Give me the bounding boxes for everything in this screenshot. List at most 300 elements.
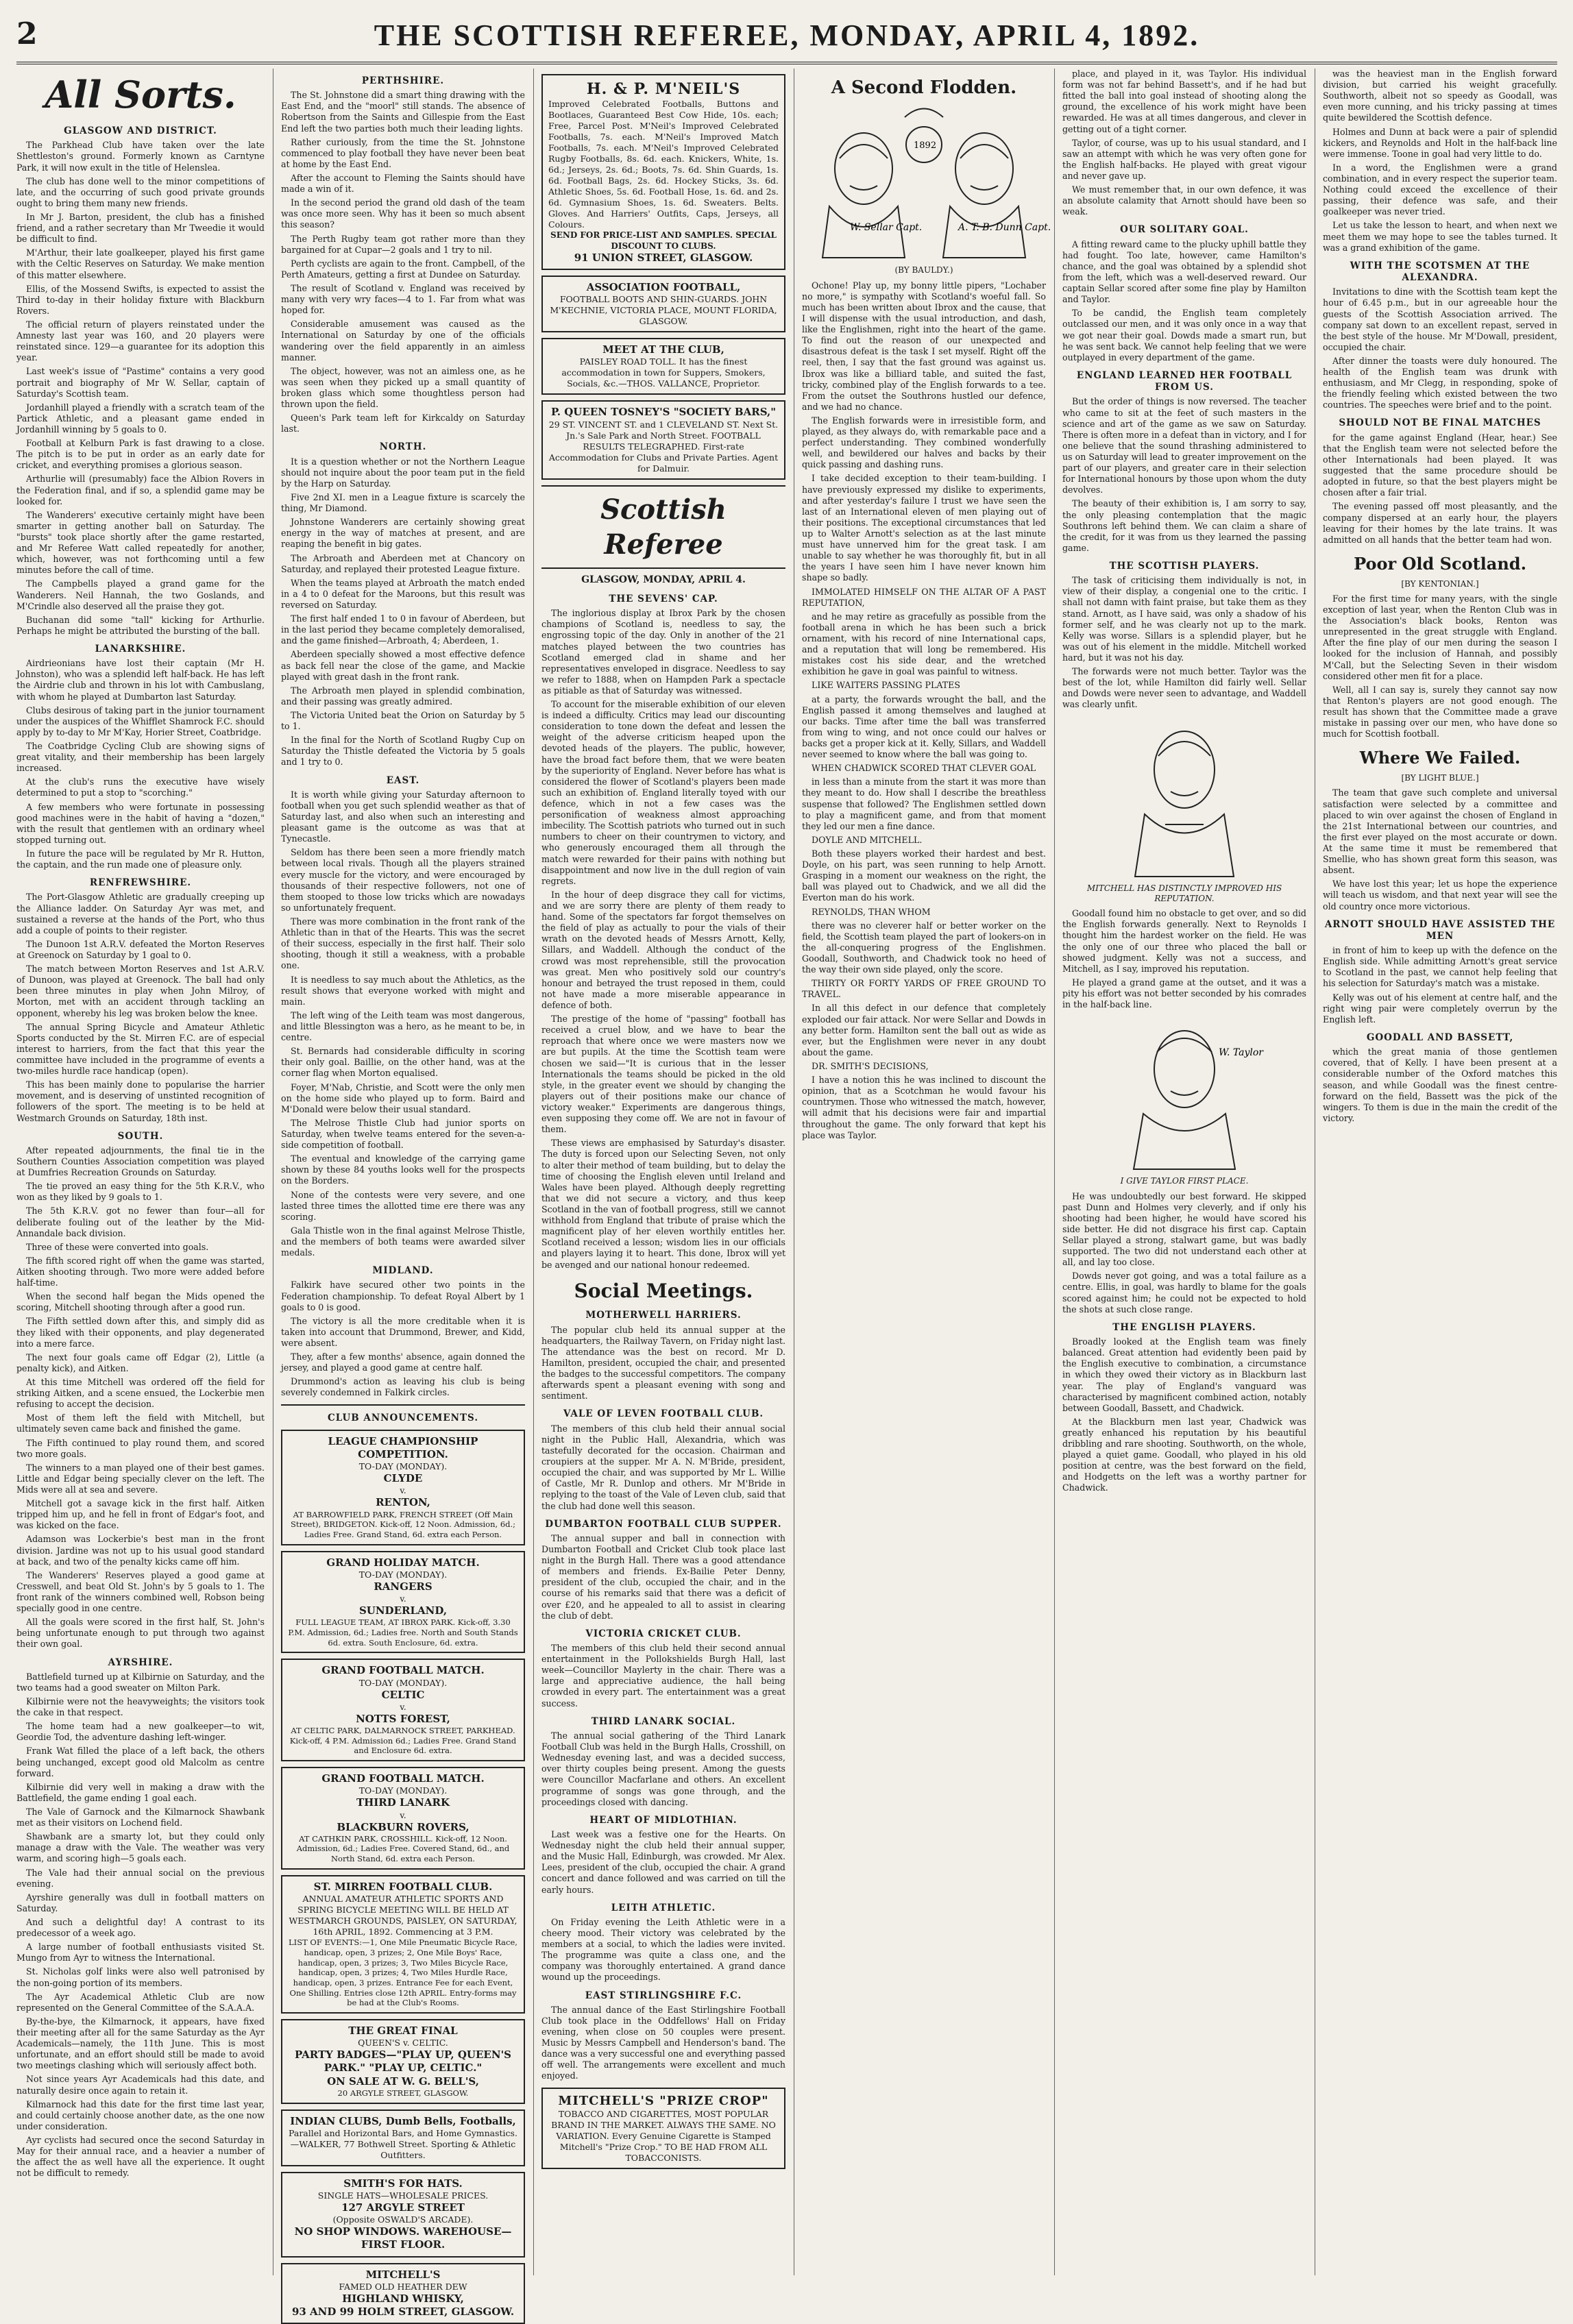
paragraph: Jordanhill played a friendly with a scratch team of the Partick Athletic, and a pleasant game ended in Jordanhill winning by 5 goals to 0. (16, 402, 265, 435)
paragraph: A fitting reward came to the plucky uphill battle they had fought. Too late, however, came Hamilton's chance, and the goal was obtained by a splendid shot from the left, which was a well-deserved reward. Our captain Sellar scored after some fine play by Hamilton and Taylor. (1062, 239, 1306, 306)
ad-title: MITCHELL'S "PRIZE CROP" (548, 2093, 779, 2109)
paragraph: Gala Thistle won in the final against Melrose Thistle, and the members of both teams were awarded silver medals. (281, 1225, 525, 1258)
section-heading: EAST. (281, 775, 525, 787)
section-heading: THE SEVENS' CAP. (541, 594, 785, 605)
paragraph: in less than a minute from the start it was more than they meant to do. How shall I describe the breathless suspense that followed? The Englishmen settled down to play a magnificent game, and from that moment they led our men a fine dance. (802, 776, 1046, 832)
column-2 (281, 69, 525, 2275)
article-title: Where We Failed. (1323, 748, 1557, 769)
paragraph: St. Nicholas golf links were also well patronised by the non-going portion of its members. (16, 1966, 265, 1988)
paragraph: I take decided exception to their team-building. I have previously expressed my dislike to experiments, and after yesterday's failure I trust we have seen the last of an International eleven of men playing out of their positions. The exceptional circumstances that led up to Walter Arnott's selection as at the last minute must have unnerved him for the great task. I am unable to say whether he was thoroughly fit, but in all the years I have seen him I have never known him shape so badly. (802, 473, 1046, 583)
ad-line: LIST OF EVENTS:—1, One Mile Pneumatic Bicycle Race, handicap, open, 3 prizes; 2, One Mile Boys' Race, handicap, open, 3 prizes; 3, Two Miles Bicycle Race, handicap, open, 3 prizes; 4, Two Miles Hurdle Race, handicap, open, 3 prizes. Entrance Fee for each Event, One Shilling. Entries close 12th APRIL. Entry-forms may be had at the Club's Rooms. (288, 1937, 518, 2008)
article-body (541, 1829, 785, 1896)
column-1 (16, 69, 265, 2275)
club-announcement-ad (281, 1430, 525, 1545)
paragraph: The evening passed off most pleasantly, and the company dispersed at an early hour, the players leaving for their homes by the late trains. It was admitted on all hands that the better team had won. (1323, 501, 1557, 545)
ad-line: PARTY BADGES—"PLAY UP, QUEEN'S PARK." "PLAY UP, CELTIC." (288, 2048, 518, 2075)
club-announcement-ad (281, 1659, 525, 1761)
article-body (541, 1533, 785, 1622)
ad-line: TO-DAY (MONDAY). (288, 1678, 518, 1689)
column-3 (541, 69, 785, 2275)
article-body (1062, 396, 1306, 554)
paragraph: A few members who were fortunate in possessing good machines were in the habit of having a "dozen," with the result that gentlemen with an ordinary wheel stopped turning out. (16, 802, 265, 846)
paragraph: Taylor, of course, was up to his usual standard, and I saw an attempt with which he was very often gone for the English half-backs. He played with great vigour and never gave up. (1062, 138, 1306, 182)
ad-line: v. (288, 1485, 518, 1496)
article-body (541, 1423, 785, 1512)
paragraph: Aberdeen specially showed a most effective defence as back fell near the close of the game, and Mackie played with great dash in the front rank. (281, 649, 525, 682)
paragraph: Well, all I can say is, surely they cannot say now that Renton's players are not good enough. The result has shown that the Committee made a grave mistake in passing over our men, who have done so much for Scottish football. (1323, 685, 1557, 740)
article-body (541, 608, 785, 1270)
paragraph: Broadly looked at the English team was finely balanced. Great attention had evidently been paid by the English executive to combination, a circumstance in which they owed their victory as in Blackburn last year. The play of England's vanguard was characterised by magnificent combined action, notably between Goodall, Bassett, and Chadwick. (1062, 1336, 1306, 1414)
article-body (281, 1280, 525, 1398)
newspaper-title: THE SCOTTISH REFEREE, MONDAY, APRIL 4, 1892. (16, 18, 1557, 53)
paragraph: Kilmarnock had this date for the first time last year, and could certainly choose another date, as the one now under consideration. (16, 2099, 265, 2132)
ad-line: CLYDE (288, 1472, 518, 1485)
paragraph: Goodall found him no obstacle to get over, and so did the English forwards generally. Next to Reynolds I thought him the hardest worker on the field. He was the only one of our three who placed the ball or showed judgment. Kelly was not a success, and Mitchell, as I say, improved his reputation. (1062, 908, 1306, 975)
section-heading: PERTHSHIRE. (281, 75, 525, 87)
paragraph: Ayr cyclists had secured once the second Saturday in May for their annual race, and a heavier a number of the affect the as well have all the experience. It ought not be difficult to remedy. (16, 2135, 265, 2179)
ad-body: Improved Celebrated Footballs, Buttons and Bootlaces, Guaranteed Best Cow Hide, 10s. each; Free, Parcel Post. M'Neil's Improved Celebrated Footballs, 7s. each. M'Neil's Improved Match Footballs, 7s. each. M'Neil's Improved Celebrated Rugby Footballs, 8s. 6d. each. Knickers, White, 1s. 6d.; Jerseys, 2s. 6d.; Boots, 7s. 6d. Shin Guards, 1s. 6d. Football Bags, 2s. 6d. Hockey Sticks, 3s. 6d. Athletic Shoes, 5s. 6d. Football Hose, 1s. 6d. and 2s. 6d. Gymnasium Shoes, 1s. 6d. Sweaters. Belts. Gloves. And Harriers' Outfits, Caps, Jerseys, all Colours. (548, 99, 779, 230)
ad-line: GRAND HOLIDAY MATCH. (288, 1556, 518, 1569)
paragraph: The club has done well to the minor competitions of late, and the occurring of such good private grounds ought to bring them many new friends. (16, 176, 265, 209)
article-body (1323, 286, 1557, 411)
ad-line: AT BARROWFIELD PARK, FRENCH STREET (Off Main Street), BRIDGETON. Kick-off, 12 Noon. Admission, 6d.; Ladies Free. Grand Stand, 6d. extra each Person. (288, 1510, 518, 1540)
ad-line: SINGLE HATS—WHOLESALE PRICES. (288, 2190, 518, 2201)
paragraph: The Fifth settled down after this, and simply did as they liked with their opponents, and play degenerated into a mere farce. (16, 1316, 265, 1349)
article-body (16, 658, 265, 870)
paragraph: The Perth Rugby team got rather more than they bargained for at Cupar—2 goals and 1 try to nil. (281, 234, 525, 256)
ad-mitchells-prize-crop (541, 2088, 785, 2169)
byline: (BY BAULDY.) (802, 265, 1046, 276)
ad-line: NOTTS FOREST, (288, 1713, 518, 1726)
paragraph: Five 2nd XI. men in a League fixture is scarcely the thing, Mr Diamond. (281, 492, 525, 514)
paragraph: But the order of things is now reversed. The teacher who came to sit at the feet of such masters in the science and art of the game as we saw on Saturday. There is often more in a defeat than in victory, and I for one believe that the sound thrashing administered to us on Saturday will lead to greater improvement on the part of our players, and greater care in their selection for International honours by those upon whom the duty devolves. (1062, 396, 1306, 496)
paragraph: Drummond's action as leaving his club is being severely condemned in Falkirk circles. (281, 1376, 525, 1398)
article-body (1323, 1047, 1557, 1124)
paragraph: Battlefield turned up at Kilbirnie on Saturday, and the two teams had a good sweater on Milton Park. (16, 1672, 265, 1693)
paragraph: DOYLE AND MITCHELL. (802, 835, 1046, 846)
paragraph: Last week was a festive one for the Hearts. On Wednesday night the club held their annual supper, and the Music Hall, Edinburgh, was crowded. Mr Alex. Lees, president of the club, occupied the chair. A grand concert and dance followed and was carried on till the early hours. (541, 1829, 785, 1896)
sketch-label: 1892 (914, 140, 936, 151)
paragraph: Both these players worked their hardest and best. Doyle, on his part, was seen running to help Arnott. Grasping in a moment our weakness on the right, the ball was played out to Chadwick, and we all did the Everton man do his work. (802, 848, 1046, 904)
paragraph: A large number of football enthusiasts visited St. Mungo from Ayr to witness the International. (16, 1942, 265, 1964)
section-heading: MIDLAND. (281, 1265, 525, 1277)
paragraph: To account for the miserable exhibition of our eleven is indeed a difficulty. Critics may lead our discounting consideration to tone down the defeat and lessen the weight of the adverse criticism heaped upon the devoted heads of the players. The public, however, have the broad fact before them, that we were beaten by the superiority of England. Never before has what is considered the flower of Scotland's players been made such an exhibition of. England literally toyed with our defence, which in not a few cases was the personification of weakness almost approaching imbecility. The Scottish patriots who turned out in such numbers to cheer on their countrymen to victory, and who generously encouraged them all through the match were rewarded for their pains with nothing but disappointment and now live in the dull region of vain regrets. (541, 699, 785, 887)
byline: [BY KENTONIAN.] (1323, 579, 1557, 589)
paragraph: The Vale had their annual social on the previous evening. (16, 1868, 265, 1889)
dateline: GLASGOW, MONDAY, APRIL 4. (541, 574, 785, 587)
masthead (16, 12, 1557, 64)
paragraph: Rather curiously, from the time the St. Johnstone commenced to play football they have never been beat at home by the East End. (281, 137, 525, 170)
ad-line: FULL LEAGUE TEAM, AT IBROX PARK. Kick-off, 3.30 P.M. Admission, 6d.; Ladies free. North and South Stands 6d. extra. South Enclosure, 6d. extra. (288, 1617, 518, 1648)
section-heading: MOTHERWELL HARRIERS. (541, 1310, 785, 1321)
paragraph: there was no cleverer half or better worker on the field, the Scottish team played the part of lookers-on in the all-conquering progress of the Englishmen. Goodall, Southworth, and Chadwick took no heed of the way their own side played, only the score. (802, 920, 1046, 976)
image-caption: MITCHELL HAS DISTINCTLY IMPROVED HIS REPUTATION. (1062, 883, 1306, 905)
image-caption: I GIVE TAYLOR FIRST PLACE. (1062, 1176, 1306, 1186)
paragraph: Considerable amusement was caused as the International on Saturday by one of the officials wandering over the field apparently in an aimless manner. (281, 319, 525, 363)
section-heading: RENFREWSHIRE. (16, 877, 265, 889)
divider (281, 1404, 525, 1406)
ad-title: ASSOCIATION FOOTBALL, (548, 281, 779, 294)
ad-line: TO-DAY (MONDAY). (288, 1461, 518, 1472)
paragraph: The prestige of the home of "passing" football has received a cruel blow, and we have to bear the reproach that where once we were masters now we are but pupils. At the time the Scottish team were chosen we said—"It is curious that in the lesser Internationals the teams should be picked in the old style, in the greater event we should by changing the players out of their positions make our chance of victory weaker." Experiments are dangerous things, even supposing they come off. We are not in favour of them. (541, 1014, 785, 1135)
paragraph: The Melrose Thistle Club had junior sports on Saturday, when twelve teams entered for the seven-a-side competition of football. (281, 1118, 525, 1151)
paragraph: For the first time for many years, with the single exception of last year, when the Renton Club was in the Association's black books, Renton was unrepresented in the great struggle with England. After the fine play of our men during the season I looked for the inclusion of Hannah, and possibly M'Call, but the Selecting Seven in their wisdom considered other men fit for a place. (1323, 594, 1557, 682)
article-body (1323, 432, 1557, 546)
paragraph: When the teams played at Arbroath the match ended in a 4 to 0 defeat for the Maroons, but this result was reversed on Saturday. (281, 578, 525, 611)
paragraph: was the heaviest man in the English forward division, but carried his weight gracefully. Southworth, albeit not so speedy as Goodall, was even more cunning, and his tricky passing at times quite bewildered the Scottish defence. (1323, 69, 1557, 124)
paragraph: The left wing of the Leith team was most dangerous, and little Blessington was a hero, as he meant to be, in centre. (281, 1010, 525, 1043)
ad-line: CELTIC (288, 1689, 518, 1702)
paragraph: The members of this club held their annual social night in the Public Hall, Alexandria, which was tastefully decorated for the occasion. Chairman and croupiers at the supper. Mr A. N. M'Bride, president, occupied the chair, and was supported by Mr L. Willie of Castle, Mr R. Dunlop and others. Mr M'Bride in replying to the toast of the Vale of Leven club, said that the club had done well this season. (541, 1423, 785, 1512)
page-number: 2 (16, 16, 38, 51)
section-heading: HEART OF MIDLOTHIAN. (541, 1815, 785, 1826)
paragraph: Invitations to dine with the Scottish team kept the hour of 6.45 p.m., but in our agreeable hour the guests of the Scottish Association arrived. The company sat down to an excellent repast, served in the best style of the house. Mr M'Dowall, president, occupied the chair. (1323, 286, 1557, 353)
ad-line: RENTON, (288, 1496, 518, 1509)
all-sorts-heading: All Sorts. (16, 71, 265, 119)
paragraph: Not since years Ayr Academicals had this date, and naturally desire once again to retain it. (16, 2074, 265, 2096)
club-announcement-ad (281, 1551, 525, 1654)
paragraph: The Parkhead Club have taken over the late Shettleston's ground. Formerly known as Carntyne Park, it will now exult in the title of Helenslea. (16, 140, 265, 173)
article-body (16, 140, 265, 637)
paragraph: Three of these were converted into goals. (16, 1242, 265, 1253)
mitchell-portrait (1062, 715, 1306, 879)
paragraph: Football at Kelburn Park is fast drawing to a close. The pitch is to be put in order as an early date for cricket, and everything promises a glorious season. (16, 438, 265, 471)
paragraph: The match between Morton Reserves and 1st A.R.V. of Dunoon, was played at Greenock. The ball had only been three minutes in play when John Milroy, of Morton, met with an accident through tackling an opponent, whereby his leg was broken below the knee. (16, 964, 265, 1019)
section-heading: ARNOTT SHOULD HAVE ASSISTED THE MEN (1323, 919, 1557, 943)
paragraph: The team that gave such complete and universal satisfaction were selected by a committee and placed to win over against the chosen of England in the 21st International between our countries, and the first ever played on the most accurate or down. At the same time it must be remembered that Smellie, who has shown great form this season, was absent. (1323, 787, 1557, 876)
article-body (1323, 69, 1557, 254)
ad-title: P. QUEEN TOSNEY'S "SOCIETY BARS," (548, 406, 779, 419)
paragraph: The result of Scotland v. England was received by many with very wry faces—4 to 1. Far from what was hoped for. (281, 283, 525, 316)
section-heading: THE ENGLISH PLAYERS. (1062, 1322, 1306, 1334)
ad-line: ANNUAL AMATEUR ATHLETIC SPORTS AND SPRING BICYCLE MEETING WILL BE HELD AT WESTMARCH GROUNDS, PAISLEY, ON SATURDAY, 16th APRIL, 1892. Commencing at 3 P.M. (288, 1894, 518, 1937)
ad-meet-at-the-club (541, 338, 785, 395)
section-heading: VALE OF LEVEN FOOTBALL CLUB. (541, 1408, 785, 1420)
paragraph: Holmes and Dunn at back were a pair of splendid kickers, and Reynolds and Holt in the half-back line were immense. Toone in goal had very little to do. (1323, 127, 1557, 160)
paragraph: This has been mainly done to popularise the harrier movement, and is deserving of unstinted recognition of followers of the sport. The meeting is to be held at Westmarch Grounds on Saturday, 18th inst. (16, 1079, 265, 1123)
paragraph: The winners to a man played one of their best games. Little and Edgar being specially clever on the left. The Mids were all at sea and severe. (16, 1463, 265, 1495)
paragraph: Adamson was Lockerbie's best man in the front division. Jardine was not up to his usual good standard at back, and two of the penalty kicks came off him. (16, 1534, 265, 1567)
section-heading: WITH THE SCOTSMEN AT THE ALEXANDRA. (1323, 260, 1557, 284)
paragraph: Shawbank are a smarty lot, but they could only manage a draw with the Vale. The weather was very warm, and scoring high—5 goals each. (16, 1831, 265, 1864)
ad-line: v. (288, 1593, 518, 1604)
ad-body: TOBACCO AND CIGARETTES, MOST POPULAR BRAND IN THE MARKET. ALWAYS THE SAME. NO VARIATION. Every Genuine Cigarette is Stamped Mitchell's "Prize Crop." TO BE HAD FROM ALL TOBACCONISTS. (548, 2109, 779, 2164)
paragraph: Johnstone Wanderers are certainly showing great energy in the way of matches at present, and are reaping the benefit in big gates. (281, 517, 525, 550)
club-announcement-ad (281, 2019, 525, 2103)
paragraph: The popular club held its annual supper at the headquarters, the Railway Tavern, on Friday night last. The attendance was the best on record. Mr D. Hamilton, president, occupied the chair, and presented the badges to the successful competitors. The company afterwards spent a pleasant evening with song and sentiment. (541, 1325, 785, 1402)
paragraph: The Campbells played a grand game for the Wanderers. Neil Hannah, the two Goslands, and M'Crindle also deserved all the praise they got. (16, 578, 265, 611)
paragraph: The fifth scored right off when the game was started, Aitken shooting through. Two more were added before half-time. (16, 1256, 265, 1288)
article-body (16, 892, 265, 1123)
paragraph: I have a notion this he was inclined to discount the opinion, that as a Scotchman he would favour his countrymen. Those who witnessed the match, however, will admit that his decisions were fair and impartial throughout the game. The only forward that kept his place was Taylor. (802, 1075, 1046, 1141)
paragraph: The Vale of Garnock and the Kilmarnock Shawbank met as their visitors on Lochend field. (16, 1807, 265, 1828)
paragraph: The annual Spring Bicycle and Amateur Athletic Sports conducted by the St. Mirren F.C. are of especial interest to harriers, from the fact that this year the committee have included in the programme of events a two-miles hurdle race handicap (open). (16, 1022, 265, 1077)
paragraph: None of the contests were very severe, and one lasted three times the allotted time ere there was any scoring. (281, 1190, 525, 1223)
paragraph: Ochone! Play up, my bonny little pipers, "Lochaber no more," is sympathy with Scotland's woeful fall. So much has been written about Ibrox and the cause, that I will dispense with the usual introduction, and dash, like the Englishmen, right into the heart of the game. To find out the reason of our unexpected and disastrous defeat is the task I set myself. Right off the reel, then, I say that the fast ground was against us. Ibrox was like a billiard table, and suited the fast, tricky, combined play of the English forwards to a tee. From the outset the Southrons hustled our defence, and we had no chance. (802, 280, 1046, 413)
taylor-sketch (1062, 1014, 1306, 1172)
paragraph: It is a question whether or not the Northern League should not inquire about the poor team put in the field by the Harp on Saturday. (281, 456, 525, 489)
paragraph: All the goals were scored in the first half, St. John's being unfortunate enough to put through two against their own goal. (16, 1617, 265, 1650)
article-title: Poor Old Scotland. (1323, 554, 1557, 575)
section-heading: AYRSHIRE. (16, 1657, 265, 1669)
paragraph: The object, however, was not an aimless one, as he was seen when they picked up a small quantity of broken glass which some thoughtless person had thrown upon the field. (281, 366, 525, 410)
ad-line: INDIAN CLUBS, Dumb Bells, Footballs, (288, 2115, 518, 2128)
article-body (1062, 239, 1306, 363)
ad-line: Parallel and Horizontal Bars, and Home Gymnastics.—WALKER, 77 Bothwell Street. Sporting & Athletic Outfitters. (288, 2128, 518, 2161)
ad-association-football (541, 276, 785, 332)
ad-line: TO-DAY (MONDAY). (288, 1785, 518, 1796)
ad-line: (Opposite OSWALD'S ARCADE). (288, 2214, 518, 2225)
paragraph: Arthurlie will (presumably) face the Albion Rovers in the Federation final, and if so, a splendid game may be looked for. (16, 474, 265, 506)
club-announcements-heading: CLUB ANNOUNCEMENTS. (281, 1412, 525, 1424)
club-announcement-ad (281, 2172, 525, 2258)
article-body (16, 1672, 265, 2179)
paragraph: In all this defect in our defence that completely exploded our fair attack. Nor were Sellar and Dowds in any better form. Hamilton sent the ball out as wide as ever, but the Englishmen were never in any doubt about the game. (802, 1003, 1046, 1058)
paragraph: It is needless to say much about the Athletics, as the result shows that everyone worked with might and main. (281, 975, 525, 1007)
byline: [BY LIGHT BLUE.] (1323, 773, 1557, 783)
paragraph: THIRTY OR FORTY YARDS OF FREE GROUND TO TRAVEL. (802, 978, 1046, 1000)
paragraph: in front of him to keep up with the defence on the English side. While admitting Arnott's great service to Scotland in the past, we cannot help feeling that his selection for Saturday's match was a mistake. (1323, 945, 1557, 989)
article-body (1062, 1191, 1306, 1315)
paragraph: After the account to Fleming the Saints should have made a win of it. (281, 173, 525, 195)
club-ads (281, 1430, 525, 2324)
paragraph: The beauty of their exhibition is, I am sorry to say, the only pleasing contemplation that the magic Southrons left behind them. We can claim a share of the credit, for it was from us they learned the passing game. (1062, 498, 1306, 554)
ad-line: LEAGUE CHAMPIONSHIP COMPETITION. (288, 1435, 518, 1461)
paragraph: place, and played in it, was Taylor. His individual form was not far behind Bassett's, and if he had but fitted the ball into goal instead of shooting along the ground, the excellence of his work might have been rewarded. He was at all times dangerous, and clever in getting out of a tight corner. (1062, 69, 1306, 135)
paragraph: At the club's runs the executive have wisely determined to put a stop to "scorching." (16, 776, 265, 798)
ad-line: NO SHOP WINDOWS. WAREHOUSE—FIRST FLOOR. (288, 2225, 518, 2251)
ad-line: TO-DAY (MONDAY). (288, 1569, 518, 1580)
paragraph: and he may retire as gracefully as possible from the football arena in which he has been such a brick ornament, with his record of nine International caps, and a reputation that will long be remembered. His mistakes cost his side dear, and the wretched exhibition he gave in goal was painful to witness. (802, 611, 1046, 678)
section-heading: LANARKSHIRE. (16, 644, 265, 655)
paragraph: Falkirk have secured other two points in the Federation championship. To defeat Royal Albert by 1 goals to 0 is good. (281, 1280, 525, 1312)
ad-line: THIRD LANARK (288, 1796, 518, 1809)
paragraph: Kelly was out of his element at centre half, and the right wing pair were completely overrun by the English left. (1323, 992, 1557, 1025)
ad-line: ST. MIRREN FOOTBALL CLUB. (288, 1881, 518, 1894)
sketch-label: W. Taylor (1219, 1047, 1264, 1058)
ad-line: AT CELTIC PARK, DALMARNOCK STREET, PARKHEAD. Kick-off, 4 P.M. Admission 6d.; Ladies Free. Grand Stand and Enclosure 6d. extra. (288, 1726, 518, 1756)
ad-line: GRAND FOOTBALL MATCH. (288, 1772, 518, 1785)
paragraph: Mitchell got a savage kick in the first half. Aitken tripped him up, and he fell in front of Edgar's foot, and was kicked on the face. (16, 1498, 265, 1531)
paragraph: The Dunoon 1st A.R.V. defeated the Morton Reserves at Greenock on Saturday by 1 goal to 0. (16, 939, 265, 961)
paragraph: Buchanan did some "tall" kicking for Arthurlie. Perhaps he might be attributed the bursting of the ball. (16, 615, 265, 637)
paragraph: In a word, the Englishmen were a grand combination, and in every respect the superior team. Nothing could exceed the excellence of their passing, their defence was safe, and their goalkeeper was never tried. (1323, 162, 1557, 218)
paragraph: WHEN CHADWICK SCORED THAT CLEVER GOAL (802, 763, 1046, 774)
paragraph: St. Bernards had considerable difficulty in scoring their only goal. Baillie, on the other hand, was at the corner flag when Morton equalised. (281, 1046, 525, 1079)
ad-line: GRAND FOOTBALL MATCH. (288, 1664, 518, 1677)
paragraph: at a party, the forwards wrought the ball, and the English passed it among themselves and laughed at our backs. Time after time the ball was transferred from wing to wing, and not once could our halves or backs get a proper kick at it. Kelly, Sillars, and Waddell never seemed to know where the ball was going to. (802, 694, 1046, 761)
paragraph: The Arbroath men played in splendid combination, and their passing was greatly admired. (281, 685, 525, 707)
club-announcement-ad (281, 2263, 525, 2324)
paragraph: The annual supper and ball in connection with Dumbarton Football and Cricket Club took place last night in the Burgh Hall. There was a good attendance of members and friends. Ex-Bailie Peter Denny, president of the club, occupied the chair, and in the course of his remarks said that there was a deficit of over £20, and he appealed to all to assist in clearing the club of debt. (541, 1533, 785, 1622)
club-announcement-ad (281, 1767, 525, 1870)
paragraph: Most of them left the field with Mitchell, but ultimately seven came back and finished the game. (16, 1412, 265, 1434)
paragraph: The first half ended 1 to 0 in favour of Aberdeen, but in the last period they became completely demoralised, and the game finished—Arbroath, 4; Aberdeen, 1. (281, 613, 525, 646)
paragraph: When the second half began the Mids opened the scoring, Mitchell shooting through after a good run. (16, 1291, 265, 1313)
ad-body: FOOTBALL BOOTS AND SHIN-GUARDS. JOHN M'KECHNIE, VICTORIA PLACE, MOUNT FLORIDA, GLASGOW. (548, 294, 779, 327)
paragraph: The eventual and knowledge of the carrying game shown by these 84 youths looks well for the prospects on the Borders. (281, 1153, 525, 1186)
paragraph: The 5th K.R.V. got no fewer than four—all for deliberate fouling out of the leather by the Mid-Annandale back division. (16, 1206, 265, 1238)
paragraph: At the Blackburn men last year, Chadwick was greatly enhanced his reputation by his beautiful dribbling and rare shooting. Southworth, on the whole, played a quiet game. Goodall, who played in his old position at centre, was the best forward on the field, and Hodgetts on the left was a worthy partner for Chadwick. (1062, 1417, 1306, 1494)
ad-line: MITCHELL'S (288, 2268, 518, 2282)
article-body (541, 1730, 785, 1808)
paragraph: The Wanderers' executive certainly might have been smarter in getting another ball on Saturday. The "bursts" took place shortly after the game restarted, and Mr Referee Watt called repeatedly for another, which, however, was not forthcoming until a few minutes before the call of time. (16, 510, 265, 576)
paragraph: The Wanderers' Reserves played a good game at Cresswell, and beat Old St. John's by 5 goals to 1. The front rank of the winners combined well, Robson being specially good in one centre. (16, 1570, 265, 1614)
ad-line: FAMED OLD HEATHER DEW (288, 2282, 518, 2292)
paragraph: The tie proved an easy thing for the 5th K.R.V., who won as they liked by 9 goals to 1. (16, 1181, 265, 1203)
article-body (802, 280, 1046, 1141)
ad-line: RANGERS (288, 1580, 518, 1593)
article-body (1323, 787, 1557, 912)
paragraph: The inglorious display at Ibrox Park by the chosen champions of Scotland is, needless to say, the engrossing topic of the day. Only in another of the 21 matches played between the two countries has Scotland emerged clad in shame and her representatives enveloped in disgrace. Needless to say we refer to 1888, when on Hampden Park a spectacle as pitiable as that of Saturday was witnessed. (541, 608, 785, 696)
article-body (541, 1643, 785, 1709)
paragraph: He played a grand game at the outset, and it was a pity his effort was not better seconded by his comrades in the half-back line. (1062, 977, 1306, 1010)
section-heading: LEITH ATHLETIC. (541, 1903, 785, 1914)
paragraph: The official return of players reinstated under the Amnesty last year was 160, and 20 players were reinstated since. 129—a guarantee for its adoption this year. (16, 319, 265, 363)
paragraph: At this time Mitchell was ordered off the field for striking Aitken, and a scene ensued, the Lockerbie men refusing to accept the decision. (16, 1377, 265, 1410)
column-rule (533, 69, 534, 2275)
column-rule (1054, 69, 1055, 2275)
section-heading: DUMBARTON FOOTBALL CLUB SUPPER. (541, 1519, 785, 1530)
mitchell-sketch (1062, 715, 1306, 879)
paragraph: Queen's Park team left for Kirkcaldy on Saturday last. (281, 413, 525, 435)
paragraph: And such a delightful day! A contrast to its predecessor of a week ago. (16, 1917, 265, 1939)
paragraph: Last week's issue of "Pastime" contains a very good portrait and biography of Mr W. Sellar, captain of Saturday's Scottish team. (16, 366, 265, 399)
paragraph: On Friday evening the Leith Athletic were in a cheery mood. Their victory was celebrated by the members at a social, to which the ladies were invited. The programme was quite a class one, and the company was thoroughly entertained. A grand dance wound up the proceedings. (541, 1917, 785, 1983)
paragraph: The Fifth continued to play round them, and scored two more goals. (16, 1438, 265, 1460)
paragraph: for the game against England (Hear, hear.) See that the English team were not selected before the other Internationals had been played. It was suggested that the same procedure should be adopted in future, so that the best players might be chosen after a fair trial. (1323, 432, 1557, 499)
paragraph: We have lost this year; let us hope the experience will teach us wisdom, and that next year will see the old country once more victorious. (1323, 879, 1557, 912)
ad-title: MEET AT THE CLUB, (548, 343, 779, 356)
paragraph: Dowds never got going, and was a total failure as a centre. Ellis, in goal, was hardly to blame for the goals scored against him; he could not be expected to hold the shots at such close range. (1062, 1271, 1306, 1314)
club-announcement-ad (281, 1875, 525, 2014)
paragraph: Kilbirnie were not the heavyweights; the visitors took the cake in that respect. (16, 1696, 265, 1718)
taylor-portrait (1062, 1014, 1306, 1172)
paragraph: By-the-bye, the Kilmarnock, it appears, have fixed their meeting after all for the same Saturday as the Ayr Academicals—namely, the 11th June. This is most unfortunate, and an effort should still be made to avoid two meetings clashing which will seriously affect both. (16, 2016, 265, 2072)
section-heading: THIRD LANARK SOCIAL. (541, 1716, 785, 1728)
article-body (16, 1145, 265, 1650)
paragraph: The victory is all the more creditable when it is taken into account that Drummond, Brewer, and Kidd, were absent. (281, 1316, 525, 1349)
article-body (541, 1917, 785, 1983)
club-announcement-ad (281, 2109, 525, 2166)
section-heading: OUR SOLITARY GOAL. (1062, 224, 1306, 236)
article-title: A Second Flodden. (802, 77, 1046, 99)
paragraph: The Arbroath and Aberdeen met at Chancory on Saturday, and replayed their protested League fixture. (281, 553, 525, 575)
ad-line: THE GREAT FINAL (288, 2025, 518, 2038)
section-heading: VICTORIA CRICKET CLUB. (541, 1628, 785, 1640)
paragraph: The next four goals came off Edgar (2), Little (a penalty kick), and Aitken. (16, 1352, 265, 1374)
sketch-label: A. T. B. Dunn Capt. (957, 222, 1051, 233)
paragraph: M'Arthur, their late goalkeeper, played his first game with the Celtic Reserves on Saturday. We make mention of this matter elsewhere. (16, 247, 265, 280)
paragraph: There was more combination in the front rank of the Athletic than in that of the Hearts. This was the secret of their success, especially in the first half. Their solo shooting, though it still a weakness, with a probable one. (281, 916, 525, 972)
paragraph: He was undoubtedly our best forward. He skipped past Dunn and Holmes very cleverly, and if only his shooting had been higher, he would have scored his side better. He did not disgrace his first cap. Captain Sellar played a strong, stalwart game, but was badly supported. The two did not understand each other at all, and lay too close. (1062, 1191, 1306, 1269)
column-6 (1323, 69, 1557, 2275)
paragraph: REYNOLDS, THAN WHOM (802, 907, 1046, 918)
paragraph: Let us take the lesson to heart, and when next we meet them we may hope to see the tables turned. It was a grand exhibition of the game. (1323, 220, 1557, 253)
section-heading: EAST STIRLINGSHIRE F.C. (541, 1990, 785, 2002)
column-4 (802, 69, 1046, 2275)
paragraph: IMMOLATED HIMSELF ON THE ALTAR OF A PAST REPUTATION, (802, 587, 1046, 609)
ad-body: PAISLEY ROAD TOLL. It has the finest accommodation in town for Suppers, Smokers, Socials, &c.—THOS. VALLANCE, Proprietor. (548, 356, 779, 389)
paragraph: Seldom has there been seen a more friendly match between local rivals. Though all the players strained every muscle for the victory, and were encouraged by thousands of their respective followers, not one of them stooped to those low tricks which are nowadays so unfortunately frequent. (281, 847, 525, 914)
paragraph: It is worth while giving your Saturday afternoon to football when you get such splendid weather as that of Saturday last, and also when such an interesting and pleasant game is the outcome as was that at Tynecastle. (281, 790, 525, 845)
paragraph: The annual dance of the East Stirlingshire Football Club took place in the Oddfellows' Hall on Friday evening, when close on 50 couples were present. Music by Messrs Campbell and Henderson's band. The dance was a very successful one and everything passed off well. The arrangements were excellent and much enjoyed. (541, 2005, 785, 2082)
ad-line: SMITH'S FOR HATS. (288, 2177, 518, 2190)
paragraph: They, after a few months' absence, again donned the jersey, and played a good game at centre half. (281, 1351, 525, 1373)
ad-line: v. (288, 1810, 518, 1821)
paragraph: We must remember that, in our own defence, it was an absolute calamity that Arnott should have been so weak. (1062, 184, 1306, 217)
paragraph: Frank Wat filled the place of a left back, the others being unchanged, except good old Malcolm as centre forward. (16, 1746, 265, 1778)
section-heading: GLASGOW AND DISTRICT. (16, 125, 265, 137)
ad-title: H. & P. M'NEIL'S (548, 79, 779, 99)
paragraph: In the final for the North of Scotland Rugby Cup on Saturday the Thistle defeated the Victoria by 5 goals and 1 try to 0. (281, 735, 525, 768)
article-body (281, 456, 525, 768)
paragraph: After repeated adjournments, the final tie in the Southern Counties Association competition was played at Dumfries Recreation Grounds on Saturday. (16, 1145, 265, 1178)
section-heading: SHOULD NOT BE FINAL MATCHES (1323, 417, 1557, 429)
scottish-referee-banner: Scottish Referee (541, 485, 785, 569)
section-heading: THE SCOTTISH PLAYERS. (1062, 561, 1306, 572)
paragraph: The forwards were not much better. Taylor was the best of the lot, while Hamilton did fairly well. Sellar and Dowds were never seen to advantage, and Waddell was clearly unfit. (1062, 666, 1306, 710)
paragraph: The Ayr Academical Athletic Club are now represented on the General Committee of the S.A.A.A. (16, 1992, 265, 2014)
ad-line: 93 AND 99 HOLM STREET, GLASGOW. (288, 2305, 518, 2319)
ad-mcneil (541, 74, 785, 270)
ad-line: v. (288, 1702, 518, 1713)
paragraph: In Mr J. Barton, president, the club has a finished friend, and a rather secretary than Mr Tweedie it would be difficult to find. (16, 212, 265, 245)
article-body (1062, 575, 1306, 710)
section-heading: ENGLAND LEARNED HER FOOTBALL FROM US. (1062, 370, 1306, 394)
ad-line: HIGHLAND WHISKY, (288, 2292, 518, 2305)
paragraph: LIKE WAITERS PASSING PLATES (802, 680, 1046, 691)
paragraph: Ellis, of the Mossend Swifts, is expected to assist the Third to-day in their holiday fixture with Blackburn Rovers. (16, 284, 265, 317)
ad-society-bars (541, 400, 785, 479)
paragraph: In future the pace will be regulated by Mr R. Hutton, the captain, and the run made one of pleasure only. (16, 848, 265, 870)
article-body (281, 790, 525, 1258)
paragraph: which the great mania of those gentlemen covered, that of Kelly. I have been present at a considerable number of the Oxford matches this season, and while Goodall was the finest centre-forward on the field, Bassett was the pick of the wingers. To them is due in the main the credit of the victory. (1323, 1047, 1557, 1124)
ad-address: 91 UNION STREET, GLASGOW. (548, 252, 779, 265)
paragraph: In the second period the grand old dash of the team was once more seen. Why has it been so much absent this season? (281, 197, 525, 230)
article-body (281, 90, 525, 435)
paragraph: Clubs desirous of taking part in the junior tournament under the auspices of the Whifflet Shamrock F.C. should apply by to-day to Mr M'Kay, Horier Street, Coatbridge. (16, 705, 265, 738)
ad-body: 29 ST. VINCENT ST. and 1 CLEVELAND ST. Next St. Jn.'s Sale Park and North Street. FOOTBALL RESULTS TELEGRAPHED. First-rate Accommodation for Clubs and Private Parties. Agent for Dalmuir. (548, 419, 779, 474)
article-body (1323, 945, 1557, 1025)
captains-illustration (802, 103, 1046, 261)
ad-line: BLACKBURN ROVERS, (288, 1821, 518, 1834)
article-body (1323, 594, 1557, 739)
paragraph: These views are emphasised by Saturday's disaster. The duty is forced upon our Selecting Seven, not only to alter their method of team building, but to delay the time of choosing the English eleven until Ireland and Wales have been played. Although deeply regretting that we did not secure a victory, and thus keep Scotland in the van of football progress, still we cannot withhold from England that tribute of praise which the magnificent play of her eleven worthily entitles her. Scotland received a lesson; wisdom lies in our officials and players laying it to heart. This done, Ibrox will yet be avenged and our national honour redeemed. (541, 1138, 785, 1270)
paragraph: The Coatbridge Cycling Club are showing signs of great vitality, and their membership has been largely increased. (16, 741, 265, 774)
paragraph: The English forwards were in irresistible form, and played, as they always do, with remarkable pace and a perfect understanding. They combined wonderfully well, and bewildered our halves and backs by their quick passing and dashing runs. (802, 415, 1046, 471)
article-body (541, 2005, 785, 2082)
column-5 (1062, 69, 1306, 2275)
paragraph: To be candid, the English team completely outclassed our men, and it was only once in a way that we got near their goal. Dowds made a smart run, but he was sent back. We cannot help feeling that we were outplayed in every department of the game. (1062, 308, 1306, 363)
paragraph: The members of this club held their second annual entertainment in the Pollokshields Burgh Hall, last week—Councillor Maylerty in the chair. There was a large and appreciative audience, the hall being crowded in every part. The entertainment was a great success. (541, 1643, 785, 1709)
paragraph: The Victoria United beat the Orion on Saturday by 5 to 1. (281, 710, 525, 732)
section-heading: SOUTH. (16, 1131, 265, 1142)
section-heading: NORTH. (281, 441, 525, 453)
article-body (541, 1325, 785, 1402)
paragraph: Foyer, M'Nab, Christie, and Scott were the only men on the home side who played up to form. Baird and M'Donald were below their usual standard. (281, 1082, 525, 1115)
ad-line: ON SALE AT W. G. BELL'S, (288, 2075, 518, 2088)
paragraph: DR. SMITH'S DECISIONS, (802, 1061, 1046, 1072)
ad-line: 127 ARGYLE STREET (288, 2201, 518, 2214)
captains-sketch (802, 103, 1046, 261)
ad-line: SEND FOR PRICE-LIST AND SAMPLES. SPECIAL DISCOUNT TO CLUBS. (548, 230, 779, 252)
article-body (1062, 908, 1306, 1010)
social-meetings-heading: Social Meetings. (541, 1279, 785, 1304)
paragraph: After dinner the toasts were duly honoured. The health of the English team was drunk with enthusiasm, and Mr Clegg, in responding, spoke of the friendly feeling which existed between the two countries. The speeches were brief and to the point. (1323, 356, 1557, 411)
paragraph: In the hour of deep disgrace they call for victims, and we are sorry there are plenty of them ready to hand. Some of the spectators far forgot themselves on the field of play as actually to pour the vials of their wrath on the devoted heads of Messrs Arnott, Kelly, Sillars, and Waddell. Although the conduct of the crowd was most reprehensible, still the provocation was great. Men who positively sold our country's honour and betrayed the trust reposed in them, could not have made a more miserable appearance in defence of both. (541, 890, 785, 1011)
sketch-label: W. Sellar Capt. (850, 222, 922, 233)
